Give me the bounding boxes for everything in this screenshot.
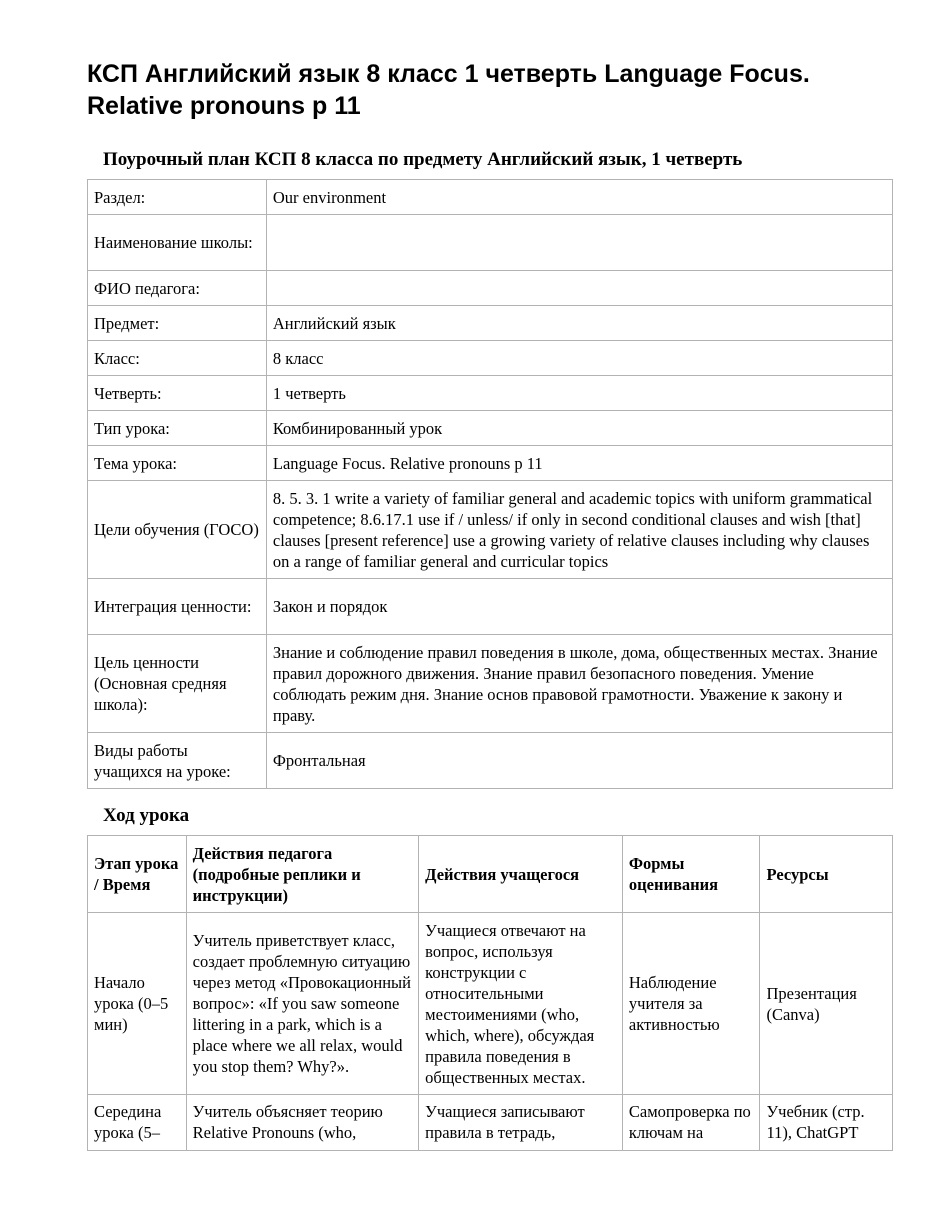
info-value: 1 четверть bbox=[266, 376, 892, 411]
column-header-stage: Этап урока / Время bbox=[88, 836, 187, 913]
cell-teacher: Учитель приветствует класс, создает проблемную ситуацию через метод «Провокационный вопрос»: «If you saw someone littering in a park, which is a place where we all relax, would you stop them? Why?». bbox=[186, 913, 418, 1095]
table-row bbox=[88, 913, 893, 1095]
info-key: Цель ценности (Основная средняя школа): bbox=[88, 635, 267, 733]
info-value: Language Focus. Relative pronouns p 11 bbox=[266, 446, 892, 481]
info-row bbox=[88, 376, 893, 411]
info-row bbox=[88, 733, 893, 789]
lesson-flow-table bbox=[87, 835, 893, 1151]
info-key: Наименование школы: bbox=[88, 215, 267, 271]
info-value bbox=[266, 271, 892, 306]
info-key: Четверть: bbox=[88, 376, 267, 411]
cell-assessment: Самопроверка по ключам на bbox=[622, 1095, 760, 1151]
info-row bbox=[88, 446, 893, 481]
plan-heading: Поурочный план КСП 8 класса по предмету Английский язык, 1 четверть bbox=[103, 149, 743, 170]
info-row bbox=[88, 271, 893, 306]
info-value bbox=[266, 215, 892, 271]
info-row bbox=[88, 481, 893, 579]
info-key: Интеграция ценности: bbox=[88, 579, 267, 635]
info-value: Знание и соблюдение правил поведения в школе, дома, общественных местах. Знание правил дорожного движения. Знание правил безопасного поведения. Умение соблюдать режим дня. Знание основ правовой грамотности. Уважение к закону и праву. bbox=[266, 635, 892, 733]
info-value: Фронтальная bbox=[266, 733, 892, 789]
lesson-heading: Ход урока bbox=[103, 805, 190, 826]
column-header-teacher: Действия педагога (подробные реплики и инструкции) bbox=[186, 836, 418, 913]
cell-stage: Середина урока (5– bbox=[88, 1095, 187, 1151]
info-key: ФИО педагога: bbox=[88, 271, 267, 306]
info-key: Тема урока: bbox=[88, 446, 267, 481]
info-key: Виды работы учащихся на уроке: bbox=[88, 733, 267, 789]
column-header-student: Действия учащегося bbox=[419, 836, 623, 913]
info-row bbox=[88, 180, 893, 215]
column-header-resources: Ресурсы bbox=[760, 836, 893, 913]
info-key: Раздел: bbox=[88, 180, 267, 215]
cell-student: Учащиеся отвечают на вопрос, используя конструкции с относительными местоимениями (who, which, where), обсуждая правила поведения в общественных местах. bbox=[419, 913, 623, 1095]
lesson-info-table bbox=[87, 179, 893, 789]
info-row bbox=[88, 341, 893, 376]
info-row bbox=[88, 579, 893, 635]
cell-teacher: Учитель объясняет теорию Relative Pronouns (who, bbox=[186, 1095, 418, 1151]
info-key: Предмет: bbox=[88, 306, 267, 341]
info-row bbox=[88, 215, 893, 271]
info-row bbox=[88, 411, 893, 446]
cell-resources: Презентация (Canva) bbox=[760, 913, 893, 1095]
info-key: Класс: bbox=[88, 341, 267, 376]
info-value: Английский язык bbox=[266, 306, 892, 341]
info-value: 8 класс bbox=[266, 341, 892, 376]
cell-resources: Учебник (стр. 11), ChatGPT bbox=[760, 1095, 893, 1151]
cell-stage: Начало урока (0–5 мин) bbox=[88, 913, 187, 1095]
info-value: Закон и порядок bbox=[266, 579, 892, 635]
info-value: 8. 5. 3. 1 write a variety of familiar general and academic topics with uniform grammatical competence; 8.6.17.1 use if / unless/ if only in second conditional clauses and wish [that] clauses [present reference] use a growing variety of relative clauses including why clauses on a range of familiar general and curricular topics bbox=[266, 481, 892, 579]
info-row bbox=[88, 635, 893, 733]
document-title: КСП Английский язык 8 класс 1 четверть Language Focus. Relative pronouns p 11 bbox=[87, 60, 810, 120]
info-value: Комбинированный урок bbox=[266, 411, 892, 446]
info-key: Тип урока: bbox=[88, 411, 267, 446]
info-row bbox=[88, 306, 893, 341]
cell-student: Учащиеся записывают правила в тетрадь, bbox=[419, 1095, 623, 1151]
lesson-header-row bbox=[88, 836, 893, 913]
info-value: Our environment bbox=[266, 180, 892, 215]
table-row bbox=[88, 1095, 893, 1151]
info-key: Цели обучения (ГОСО) bbox=[88, 481, 267, 579]
column-header-assessment: Формы оценивания bbox=[622, 836, 760, 913]
cell-assessment: Наблюдение учителя за активностью bbox=[622, 913, 760, 1095]
